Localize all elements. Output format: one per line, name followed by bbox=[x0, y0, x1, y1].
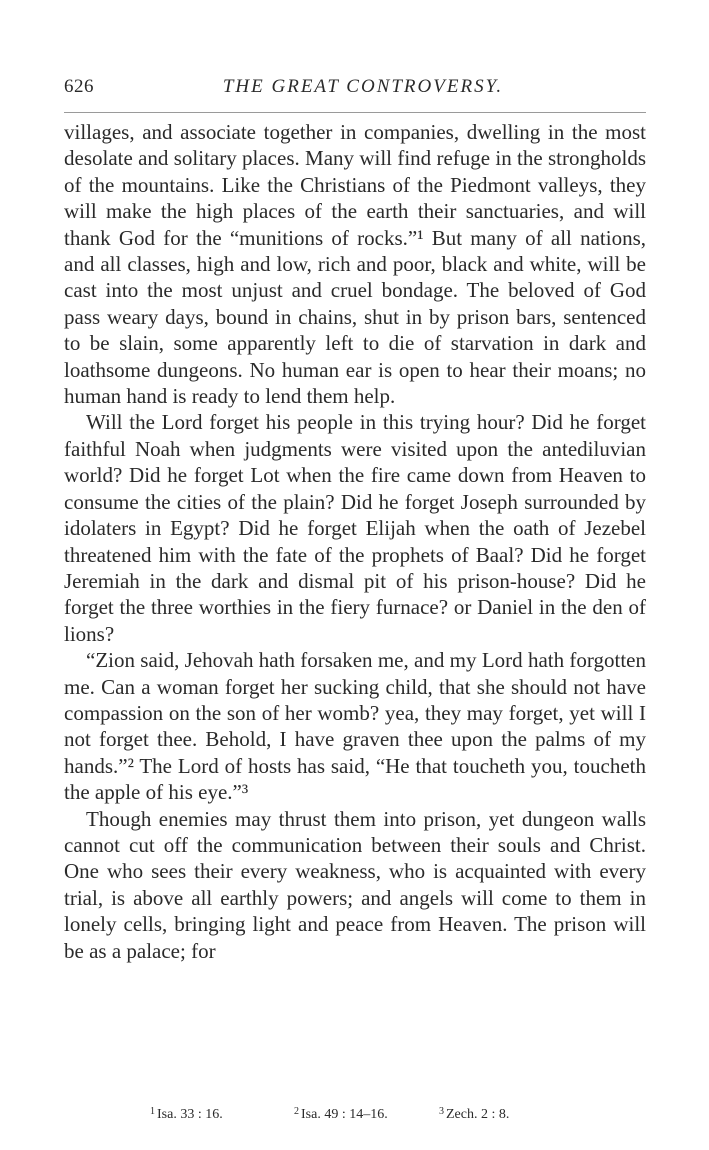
running-title: THE GREAT CONTROVERSY. bbox=[222, 76, 504, 97]
paragraph-continued: villages, and associate together in companies, dwelling in the most desolate and solitary places. Many will find refuge in the strongholds of the mountains. Like the Christians of the Piedmont valleys, they will make the high places of the earth their sanctuaries, and will thank God for the “munitions of rocks.”¹ But many of all nations, and all classes, high and low, rich and poor, black and white, will be cast into the most unjust and cruel bondage. The beloved of God pass weary days, bound in chains, shut in by prison bars, sentenced to be slain, some apparently left to die of starvation in dark and loathsome dungeons. No human ear is open to hear their moans; no human hand is ready to lend them help. bbox=[64, 120, 646, 409]
footnote-mark: 1 bbox=[150, 1106, 155, 1117]
paragraph: “Zion said, Jehovah hath forsaken me, and my Lord hath forgotten me. Can a woman forget her sucking child, that she should not have compassion on the son of her womb? yea, they may forget, yet will I not forget thee. Behold, I have graven thee upon the palms of my hands.”² The Lord of hosts has said, “He that toucheth you, toucheth the apple of his eye.”³ bbox=[64, 648, 646, 805]
header-rule bbox=[64, 112, 646, 113]
page-header bbox=[64, 76, 646, 106]
footnote bbox=[150, 1106, 223, 1123]
footnote bbox=[439, 1106, 509, 1123]
page-number: 626 bbox=[64, 76, 94, 97]
footnote-mark: 3 bbox=[439, 1106, 444, 1117]
body-text bbox=[64, 119, 646, 964]
footnote-ref: Isa. 49 : 14–16. bbox=[301, 1107, 388, 1122]
footnote-mark: 2 bbox=[294, 1106, 299, 1117]
paragraph: Will the Lord forget his people in this trying hour? Did he forget faithful Noah when judgments were visited upon the antediluvian world? Did he forget Lot when the fire came down from Heaven to consume the cities of the plain? Did he forget Joseph surrounded by idolaters in Egypt? Did he forget Elijah when the oath of Jezebel threatened him with the fate of the prophets of Baal? Did he forget Jeremiah in the dark and dismal pit of his prison-house? Did he forget the three worthies in the fiery furnace? or Daniel in the den of lions? bbox=[64, 410, 646, 646]
paragraph: Though enemies may thrust them into prison, yet dungeon walls cannot cut off the communication between their souls and Christ. One who sees their every weakness, who is acquainted with every trial, is above all earthly powers; and angels will come to them in lonely cells, bringing light and peace from Heaven. The prison will be as a palace; for bbox=[64, 806, 646, 963]
footnote-ref: Zech. 2 : 8. bbox=[446, 1107, 510, 1122]
footnote-ref: Isa. 33 : 16. bbox=[157, 1107, 223, 1122]
footnote bbox=[294, 1106, 388, 1123]
